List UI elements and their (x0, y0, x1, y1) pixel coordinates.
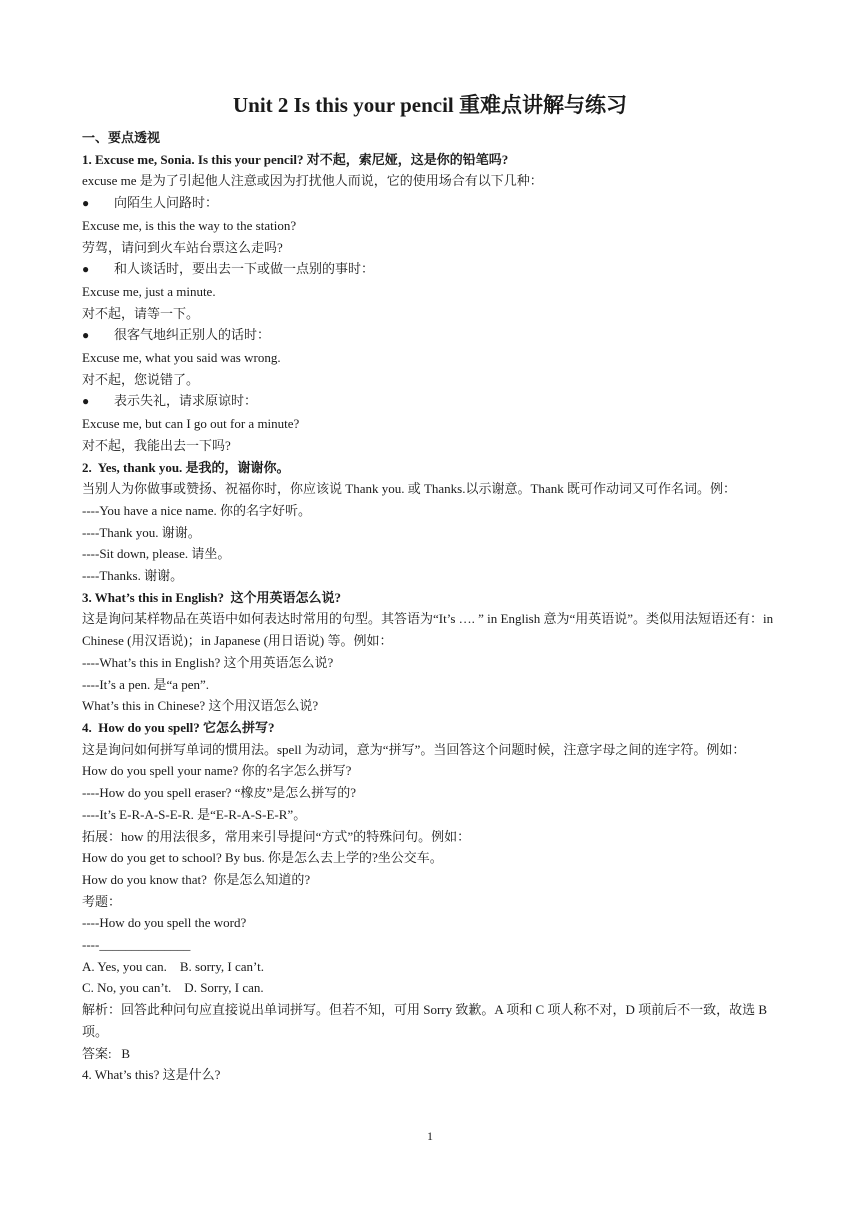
text-line: ----It’s a pen. 是“a pen”. (82, 676, 210, 692)
section-heading: 2. Yes, thank you. 是我的，谢谢你。 (82, 459, 290, 475)
bullet-item: ● 向陌生人问路时： (82, 192, 780, 215)
document-body (82, 127, 780, 1086)
text-line: How do you know that? 你是怎么知道的? (82, 871, 311, 887)
text-line: Excuse me, just a minute. (82, 283, 216, 299)
text-line: 对不起，您说错了。 (82, 371, 200, 387)
text-line: 答案: B (82, 1045, 131, 1061)
document-title: Unit 2 Is this your pencil 重难点讲解与练习 (233, 93, 627, 117)
text-line: Excuse me, is this the way to the station? (82, 217, 297, 233)
text-line: ----It’s E-R-A-S-E-R. 是“E-R-A-S-E-R”。 (82, 806, 307, 822)
text-line: 解析：回答此种问句应直接说出单词拼写。但若不知，可用 Sorry 致歉。A 项和 C 项人称不对，D 项前后不一致，故选 B 项。 (82, 1002, 771, 1039)
text-line: How do you spell your name? 你的名字怎么拼写? (82, 763, 352, 779)
text-line: ----Thank you. 谢谢。 (82, 524, 201, 540)
text-line: C. No, you can’t. D. Sorry, I can. (82, 980, 264, 996)
text-line: excuse me 是为了引起他人注意或因为打扰他人而说，它的使用场合有以下几种： (82, 173, 543, 189)
text-line: ----How do you spell the word? (82, 915, 247, 931)
text-line: How do you get to school? By bus. 你是怎么去上学的?坐公交车。 (82, 850, 443, 866)
text-line: A. Yes, you can. B. sorry, I can’t. (82, 958, 264, 974)
text-line: ----You have a nice name. 你的名字好听。 (82, 502, 312, 518)
bullet-item: ● 很客气地纠正别人的话时： (82, 324, 780, 347)
page-number: 1 (427, 1129, 433, 1143)
text-line: 拓展：how 的用法很多，常用来引导提问“方式”的特殊问句。例如： (82, 828, 471, 844)
text-line: Excuse me, what you said was wrong. (82, 350, 281, 366)
text-line: 劳驾，请问到火车站台票这么走吗? (82, 239, 283, 255)
text-line: 这是询问如何拼写单词的惯用法。spell 为动词，意为“拼写”。当回答这个问题时候，注意字母之间的连字符。例如： (82, 741, 746, 757)
text-line: 对不起，我能出去一下吗? (82, 437, 231, 453)
text-line: ----Thanks. 谢谢。 (82, 568, 184, 584)
section-heading: 1. Excuse me, Sonia. Is this your pencil? 对不起，索尼娅，这是你的铅笔吗? (82, 151, 509, 167)
text-line: ----______________ (82, 937, 191, 953)
bullet-item: ● 表示失礼，请求原谅时： (82, 390, 780, 413)
text-line: ----Sit down, please. 请坐。 (82, 546, 231, 562)
text-line: Excuse me, but can I go out for a minute? (82, 416, 300, 432)
section-heading: 3. What’s this in English? 这个用英语怎么说? (82, 589, 341, 605)
text-line: 对不起，请等一下。 (82, 305, 200, 321)
text-line: 考题： (82, 893, 122, 909)
text-line: 当别人为你做事或赞扬、祝福你时，你应该说 Thank you. 或 Thanks.以示谢意。Thank 既可作动词又可作名词。例： (82, 481, 736, 497)
text-line: 这是询问某样物品在英语中如何表达时常用的句型。其答语为“It’s …. ” in English 意为“用英语说”。类似用法短语还有：in Chinese (用汉语说)；in Japanese (用日语说) 等。例如： (82, 611, 777, 649)
section-heading: 一、要点透视 (82, 130, 161, 145)
section-heading: 4. How do you spell? 它怎么拼写? (82, 719, 275, 735)
text-line: What’s this in Chinese? 这个用汉语怎么说? (82, 698, 319, 714)
bullet-item: ● 和人谈话时，要出去一下或做一点别的事时： (82, 258, 780, 281)
text-line: ----How do you spell eraser? “橡皮”是怎么拼写的? (82, 785, 357, 801)
text-line: 4. What’s this? 这是什么? (82, 1067, 221, 1083)
text-line: ----What’s this in English? 这个用英语怎么说? (82, 654, 334, 670)
